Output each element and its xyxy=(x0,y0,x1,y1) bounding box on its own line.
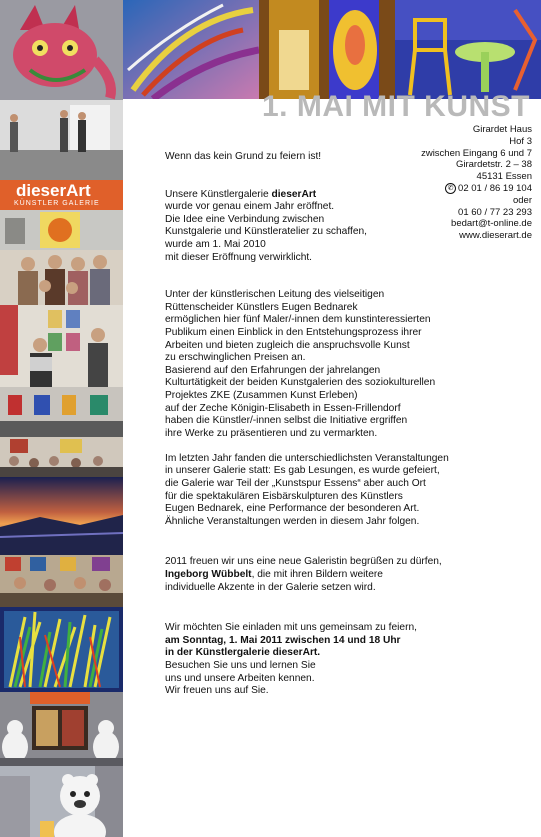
paragraph-line: ermöglichen hier fünf Maler/-innen dem kunstinteressierten xyxy=(165,314,431,326)
photo-gallery-storefront xyxy=(0,692,123,766)
website-link[interactable]: www.dieserart.de xyxy=(459,230,532,242)
event-venue: in der Künstlergalerie dieserArt. xyxy=(165,647,321,659)
paragraph-line: in unserer Galerie statt: Es gab Lesungen, es wurde gefeiert, xyxy=(165,465,440,477)
opening-line: Wenn das kein Grund zu feiern ist! xyxy=(165,151,322,162)
paragraph-line: Rüttenscheider Künstlers Eugen Bednarek xyxy=(165,301,358,313)
mobile-number: 01 60 / 77 23 293 xyxy=(458,206,532,218)
paragraph-line: Eugen Bednarek, eine Performance der besonderen Art. xyxy=(165,503,420,515)
paragraph-line: Ähnliche Veranstaltungen werden in diesem Jahr folgen. xyxy=(165,515,420,527)
paragraph-line: Kulturtätigkeit der beiden Kunstgalerien des soziokulturellen xyxy=(165,377,436,389)
paragraph-line: haben die Künstler/-innen selbst die Initiative ergriffen xyxy=(165,415,408,427)
paragraph-line: Basierend auf den Erfahrungen der jahrelangen xyxy=(165,364,381,376)
photo-sunset-landscape xyxy=(0,477,123,555)
address-line: Girardet Haus xyxy=(472,124,532,135)
photo-grass-painting xyxy=(0,607,123,692)
paragraph-line: Die Idee eine Verbindung zwischen xyxy=(165,213,325,225)
left-photo-strip xyxy=(0,0,123,837)
paragraph-line: zu erschwinglichen Preisen an. xyxy=(165,352,306,364)
logo-subtitle-text: KÜNSTLER GALERIE xyxy=(14,200,100,207)
photo-chairs-table xyxy=(395,0,541,99)
paragraph-line: wurde vor genau einem Jahr eröffnet. xyxy=(165,201,335,213)
paragraph-line: wurde am 1. Mai 2010 xyxy=(165,238,266,250)
paragraph-line: ihre Werke zu präsentieren und zu vermarkten. xyxy=(165,427,378,439)
address-line: zwischen Eingang 6 und 7 xyxy=(421,147,532,159)
paragraph-line: mit dieser Eröffnung verwirklicht. xyxy=(165,251,313,263)
paragraph-line xyxy=(165,189,500,202)
paragraph-line: uns und unsere Arbeiten kennen. xyxy=(165,672,315,684)
paragraph-line: für die spektakulären Eisbärskulpturen des Künstlers xyxy=(165,490,403,502)
top-photo-row xyxy=(123,0,541,99)
paragraph-line: Wir möchten Sie einladen mit uns gemeinsam zu feiern, xyxy=(165,622,417,634)
paragraph-line: auf der Zeche Königin-Elisabeth in Essen-Frillendorf xyxy=(165,402,401,414)
photo-exhibition-hall xyxy=(0,387,123,437)
photo-flower-artwork xyxy=(0,210,123,250)
paragraph-line: Im letzten Jahr fanden die unterschiedlichsten Veranstaltungen xyxy=(165,452,449,464)
photo-polar-bear-costume xyxy=(0,766,123,837)
photo-group-people xyxy=(0,250,123,305)
photo-yellow-figure xyxy=(259,0,395,99)
paragraph-line: individuelle Akzente in der Galerie setzen wird. xyxy=(165,581,376,593)
phone-icon: ✆ xyxy=(445,183,456,194)
event-date-line xyxy=(165,635,500,648)
address-line: Girardetstr. 2 – 38 xyxy=(455,159,532,171)
photo-gallery-room-people xyxy=(0,100,123,180)
photo-cat-painting xyxy=(0,0,123,100)
logo-brand-text: dieserArt xyxy=(16,181,91,200)
body-text xyxy=(165,151,500,698)
paragraph-line: Unter der künstlerischen Leitung des vielseitigen xyxy=(165,289,385,301)
address-line: 45131 Essen xyxy=(476,171,532,183)
address-line: Hof 3 xyxy=(509,135,532,147)
event-venue-line xyxy=(165,647,500,660)
address-line: oder xyxy=(512,194,532,206)
paragraph-line: 2011 freuen wir uns eine neue Galeristin begrüßen zu dürfen, xyxy=(165,556,442,568)
page-headline: 1. MAI MIT KUNST xyxy=(262,90,530,123)
photo-accordion-player xyxy=(0,305,123,387)
email-link[interactable]: bedart@t-online.de xyxy=(451,218,532,230)
paragraph-line: Projektes ZKE (Zusammen Kunst Erleben) xyxy=(165,389,358,401)
paragraph-line: Besuchen Sie uns und lernen Sie xyxy=(165,660,316,671)
text-span: , die mit ihren Bildern weitere xyxy=(251,569,383,581)
paragraph-line: die Galerie war Teil der „Kunstspur Essens“ aber auch Ort xyxy=(165,478,426,490)
photo-cafe-visitors xyxy=(0,555,123,607)
paragraph-line: Arbeiten und bieten zugleich die anspruchsvolle Kunst xyxy=(165,339,410,351)
phone-number: 02 01 / 86 19 104 xyxy=(458,183,532,194)
gallery-logo-sign xyxy=(0,180,123,210)
event-date: am Sonntag, 1. Mai 2011 zwischen 14 und 18 Uhr xyxy=(165,634,401,646)
gallery-name: dieserArt xyxy=(271,188,317,200)
text-span: Unsere Künstlergalerie xyxy=(165,188,272,200)
paragraph-line xyxy=(165,569,500,582)
photo-abstract-feathers xyxy=(123,0,259,99)
paragraph-line: Publikum einen Einblick in den Entstehungsprozess ihrer xyxy=(165,326,422,338)
photo-audience-seated xyxy=(0,437,123,477)
paragraph-line: Wir freuen uns auf Sie. xyxy=(165,685,269,697)
paragraph-line: Kunstgalerie und Künstleratelier zu schaffen, xyxy=(165,226,367,238)
gallerist-name: Ingeborg Wübbelt xyxy=(165,569,252,581)
